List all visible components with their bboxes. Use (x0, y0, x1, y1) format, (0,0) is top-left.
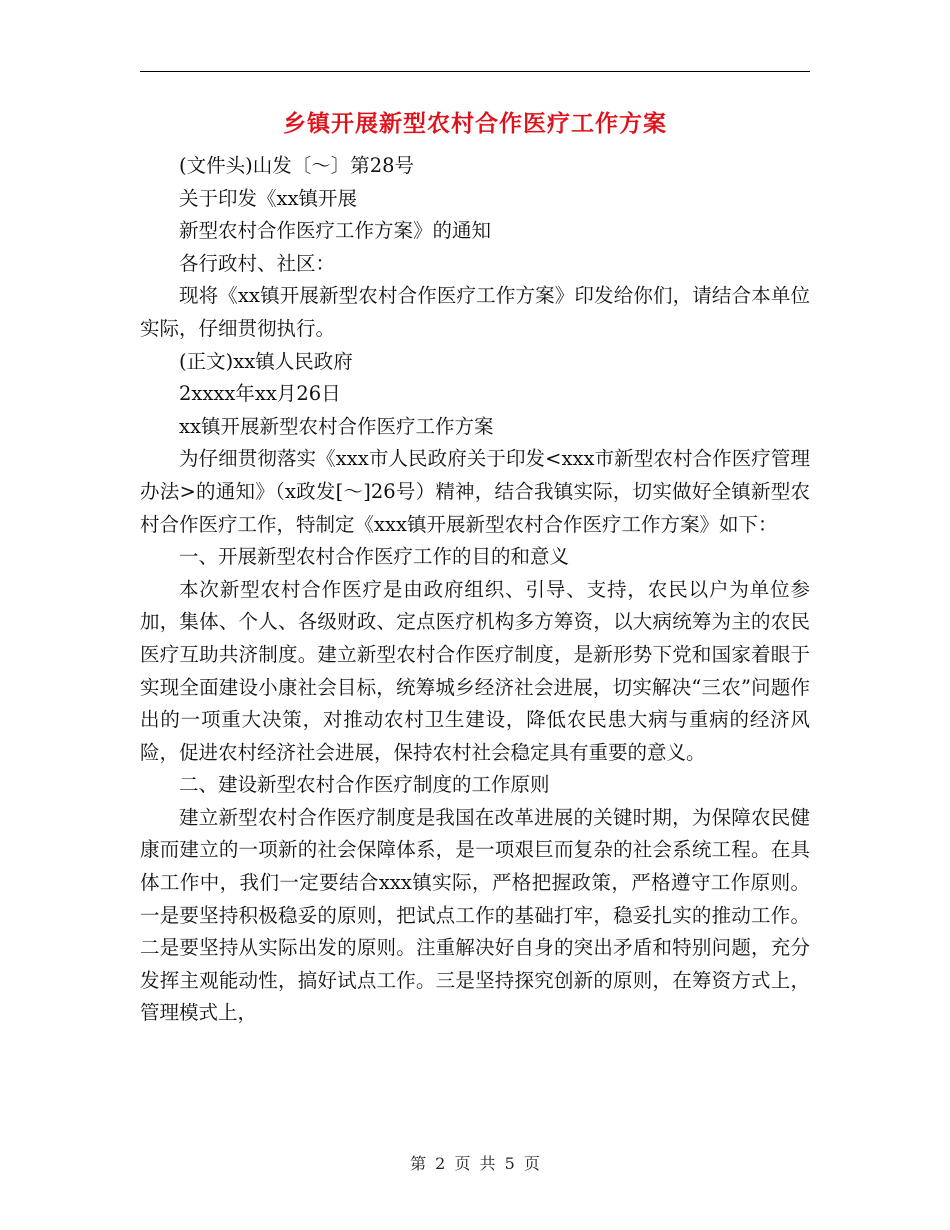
issue-date: 2xxxx年xx月26日 (179, 382, 341, 406)
section-heading-2: 二、建设新型农村合作医疗制度的工作原则 (179, 773, 550, 797)
notice-title-line-2: 新型农村合作医疗工作方案》的通知 (179, 219, 492, 243)
recipients: 各行政村、社区： (179, 251, 336, 275)
section-paragraph-2: 建立新型农村合作医疗制度是我国在改革进展的关键时期，为保障农民健康而建立的一项新的社会保障体系，是一项艰巨而复杂的社会系统工程。在具体工作中，我们一定要结合xxx镇实际，严格把握政策，严格遵守工作原则。一是要坚持积极稳妥的原则，把试点工作的基础打牢，稳妥扎实的推动工作。二是要坚持从实际出发的原则。注重解决好自身的突出矛盾和特别问题，充分发挥主观能动性，搞好试点工作。三是坚持探究创新的原则，在筹资方式上，管理模式上， (140, 805, 810, 1025)
header-rule (140, 71, 810, 72)
notice-paragraph: 现将《xx镇开展新型农村合作医疗工作方案》印发给你们，请结合本单位实际，仔细贯彻执行。 (140, 284, 810, 340)
page-indicator: 第 2 页 共 5 页 (410, 1154, 540, 1173)
document-title: 乡镇开展新型农村合作医疗工作方案 (283, 111, 667, 137)
notice-title-line-1: 关于印发《xx镇开展 (179, 186, 357, 210)
plan-title: xx镇开展新型农村合作医疗工作方案 (179, 414, 494, 438)
intro-paragraph: 为仔细贯彻落实《xxx市人民政府关于印发<xxx市新型农村合作医疗管理办法>的通知》（x政发[～]26号）精神，结合我镇实际，切实做好全镇新型农村合作医疗工作，特制定《xxx镇开展新型农村合作医疗工作方案》如下： (140, 447, 810, 536)
section-heading-1: 一、开展新型农村合作医疗工作的目的和意义 (179, 545, 570, 569)
document-body (140, 150, 810, 1030)
issuing-authority: (正文)xx镇人民政府 (179, 349, 353, 373)
section-paragraph-1: 本次新型农村合作医疗是由政府组织、引导、支持，农民以户为单位参加，集体、个人、各级财政、定点医疗机构多方筹资，以大病统筹为主的农民医疗互助共济制度。建立新型农村合作医疗制度，是新形势下党和国家着眼于实现全面建设小康社会目标，统筹城乡经济社会进展，切实解决“三农”问题作出的一项重大决策，对推动农村卫生建设，降低农民患大病与重病的经济风险，促进农村经济社会进展，保持农村社会稳定具有重要的意义。 (140, 577, 810, 764)
document-header-number: (文件头)山发〔～〕第28号 (179, 154, 415, 177)
